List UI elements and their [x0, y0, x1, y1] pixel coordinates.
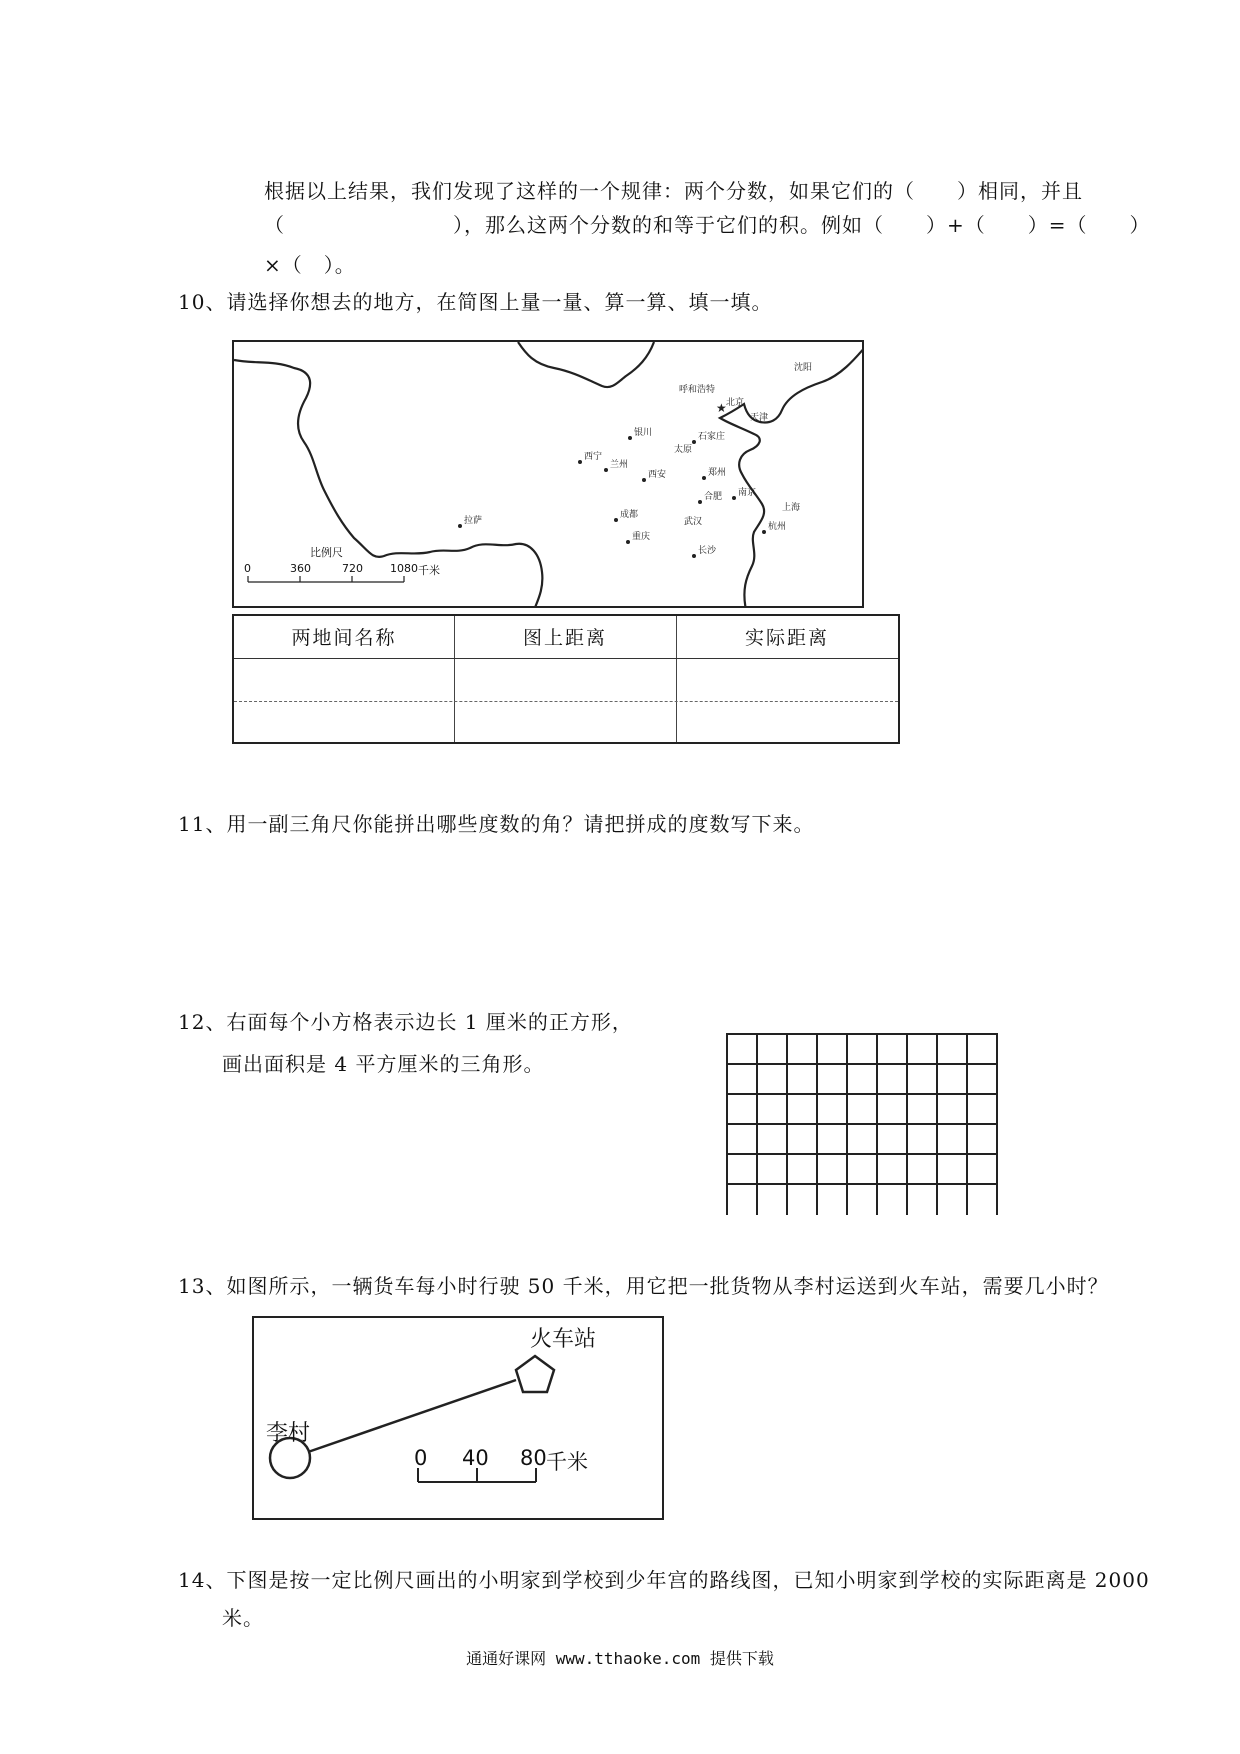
city-marker: ★: [716, 401, 727, 415]
distance-table: [232, 614, 900, 744]
map-scale-unit: 千米: [418, 564, 440, 577]
intro-line-3: ×（ ）。: [264, 253, 356, 277]
city-label: 郑州: [708, 468, 727, 478]
table-header-actual-distance: 实际距离: [744, 627, 829, 649]
square-grid[interactable]: [726, 1033, 998, 1215]
city-marker: [578, 460, 582, 464]
city-label: 拉萨: [464, 516, 483, 526]
city-marker: [732, 496, 736, 500]
intro-line-1: 根据以上结果，我们发现了这样的一个规律：两个分数，如果它们的（ ）相同，并且: [264, 179, 1083, 203]
intro-line-2: （ ），那么这两个分数的和等于它们的积。例如（ ）+（ ）=（ ）: [264, 213, 1151, 237]
question-12-line-2: 画出面积是 4 平方厘米的三角形。: [222, 1052, 545, 1076]
page-footer: 通通好课网 www.tthaoke.com 提供下载: [466, 1649, 774, 1668]
city-label: 武汉: [684, 517, 703, 527]
table-row[interactable]: [234, 702, 898, 742]
map-border-north: [518, 342, 654, 387]
city-label: 上海: [782, 503, 801, 513]
map-border-west: [234, 360, 542, 608]
route-line: [308, 1380, 516, 1452]
table-header-places: 两地间名称: [291, 627, 397, 649]
city-marker: [626, 540, 630, 544]
map-scale-tick-0: 0: [244, 562, 251, 575]
village-label: 李村: [266, 1421, 311, 1446]
question-12-line-1: 12、右面每个小方格表示边长 1 厘米的正方形，: [178, 1010, 633, 1034]
city-label: 呼和浩特: [679, 385, 716, 395]
city-label: 北京: [726, 398, 745, 408]
city-label: 银川: [634, 428, 653, 438]
city-marker: [692, 554, 696, 558]
table-row[interactable]: [234, 660, 898, 700]
city-label: 成都: [620, 510, 639, 520]
route-scale-unit: 千米: [546, 1450, 588, 1474]
city-label: 西安: [648, 470, 667, 480]
station-pentagon-icon: [516, 1356, 554, 1392]
city-label: 长沙: [698, 546, 717, 556]
city-marker: [692, 440, 696, 444]
city-label: 南京: [738, 488, 757, 498]
table-header-map-distance: 图上距离: [522, 627, 607, 649]
city-label: 杭州: [768, 522, 787, 532]
question-14-line-1: 14、下图是按一定比例尺画出的小明家到学校到少年宫的路线图，已知小明家到学校的实际距离是 2000: [178, 1568, 1150, 1592]
map-scale-tick-1080: 1080: [390, 562, 418, 575]
map-scale-tick-720: 720: [342, 562, 363, 575]
question-10: 10、请选择你想去的地方，在简图上量一量、算一算、填一填。: [178, 290, 773, 314]
city-label: 兰州: [610, 460, 629, 470]
city-marker: [702, 476, 706, 480]
station-label: 火车站: [530, 1327, 597, 1352]
route-scale-tick-0: 0: [414, 1446, 428, 1470]
map-scale-label: 比例尺: [310, 546, 343, 559]
question-14-line-2: 米。: [222, 1606, 264, 1630]
city-label: 天津: [750, 413, 769, 423]
map-coastline: [720, 346, 864, 608]
route-scale-tick-40: 40: [462, 1446, 489, 1470]
map-scale-tick-360: 360: [290, 562, 311, 575]
city-marker: [642, 478, 646, 482]
city-marker: [762, 530, 766, 534]
map-outline: [234, 342, 864, 608]
china-map: [232, 340, 864, 608]
city-marker: [698, 500, 702, 504]
route-scale-tick-80: 80: [520, 1446, 547, 1470]
city-label: 西宁: [584, 452, 603, 462]
city-label: 太原: [674, 445, 693, 455]
city-label: 石家庄: [698, 432, 726, 442]
question-13: 13、如图所示，一辆货车每小时行驶 50 千米，用它把一批货物从李村运送到火车站，需要几小时？: [178, 1274, 1109, 1298]
city-marker: [458, 524, 462, 528]
city-label: 合肥: [704, 492, 723, 502]
city-label: 沈阳: [794, 363, 813, 373]
question-11: 11、用一副三角尺你能拼出哪些度数的角？请把拼成的度数写下来。: [178, 812, 815, 836]
route-figure: [252, 1316, 664, 1520]
city-marker: [614, 518, 618, 522]
city-marker: [604, 468, 608, 472]
city-marker: [628, 436, 632, 440]
city-label: 重庆: [632, 532, 651, 542]
